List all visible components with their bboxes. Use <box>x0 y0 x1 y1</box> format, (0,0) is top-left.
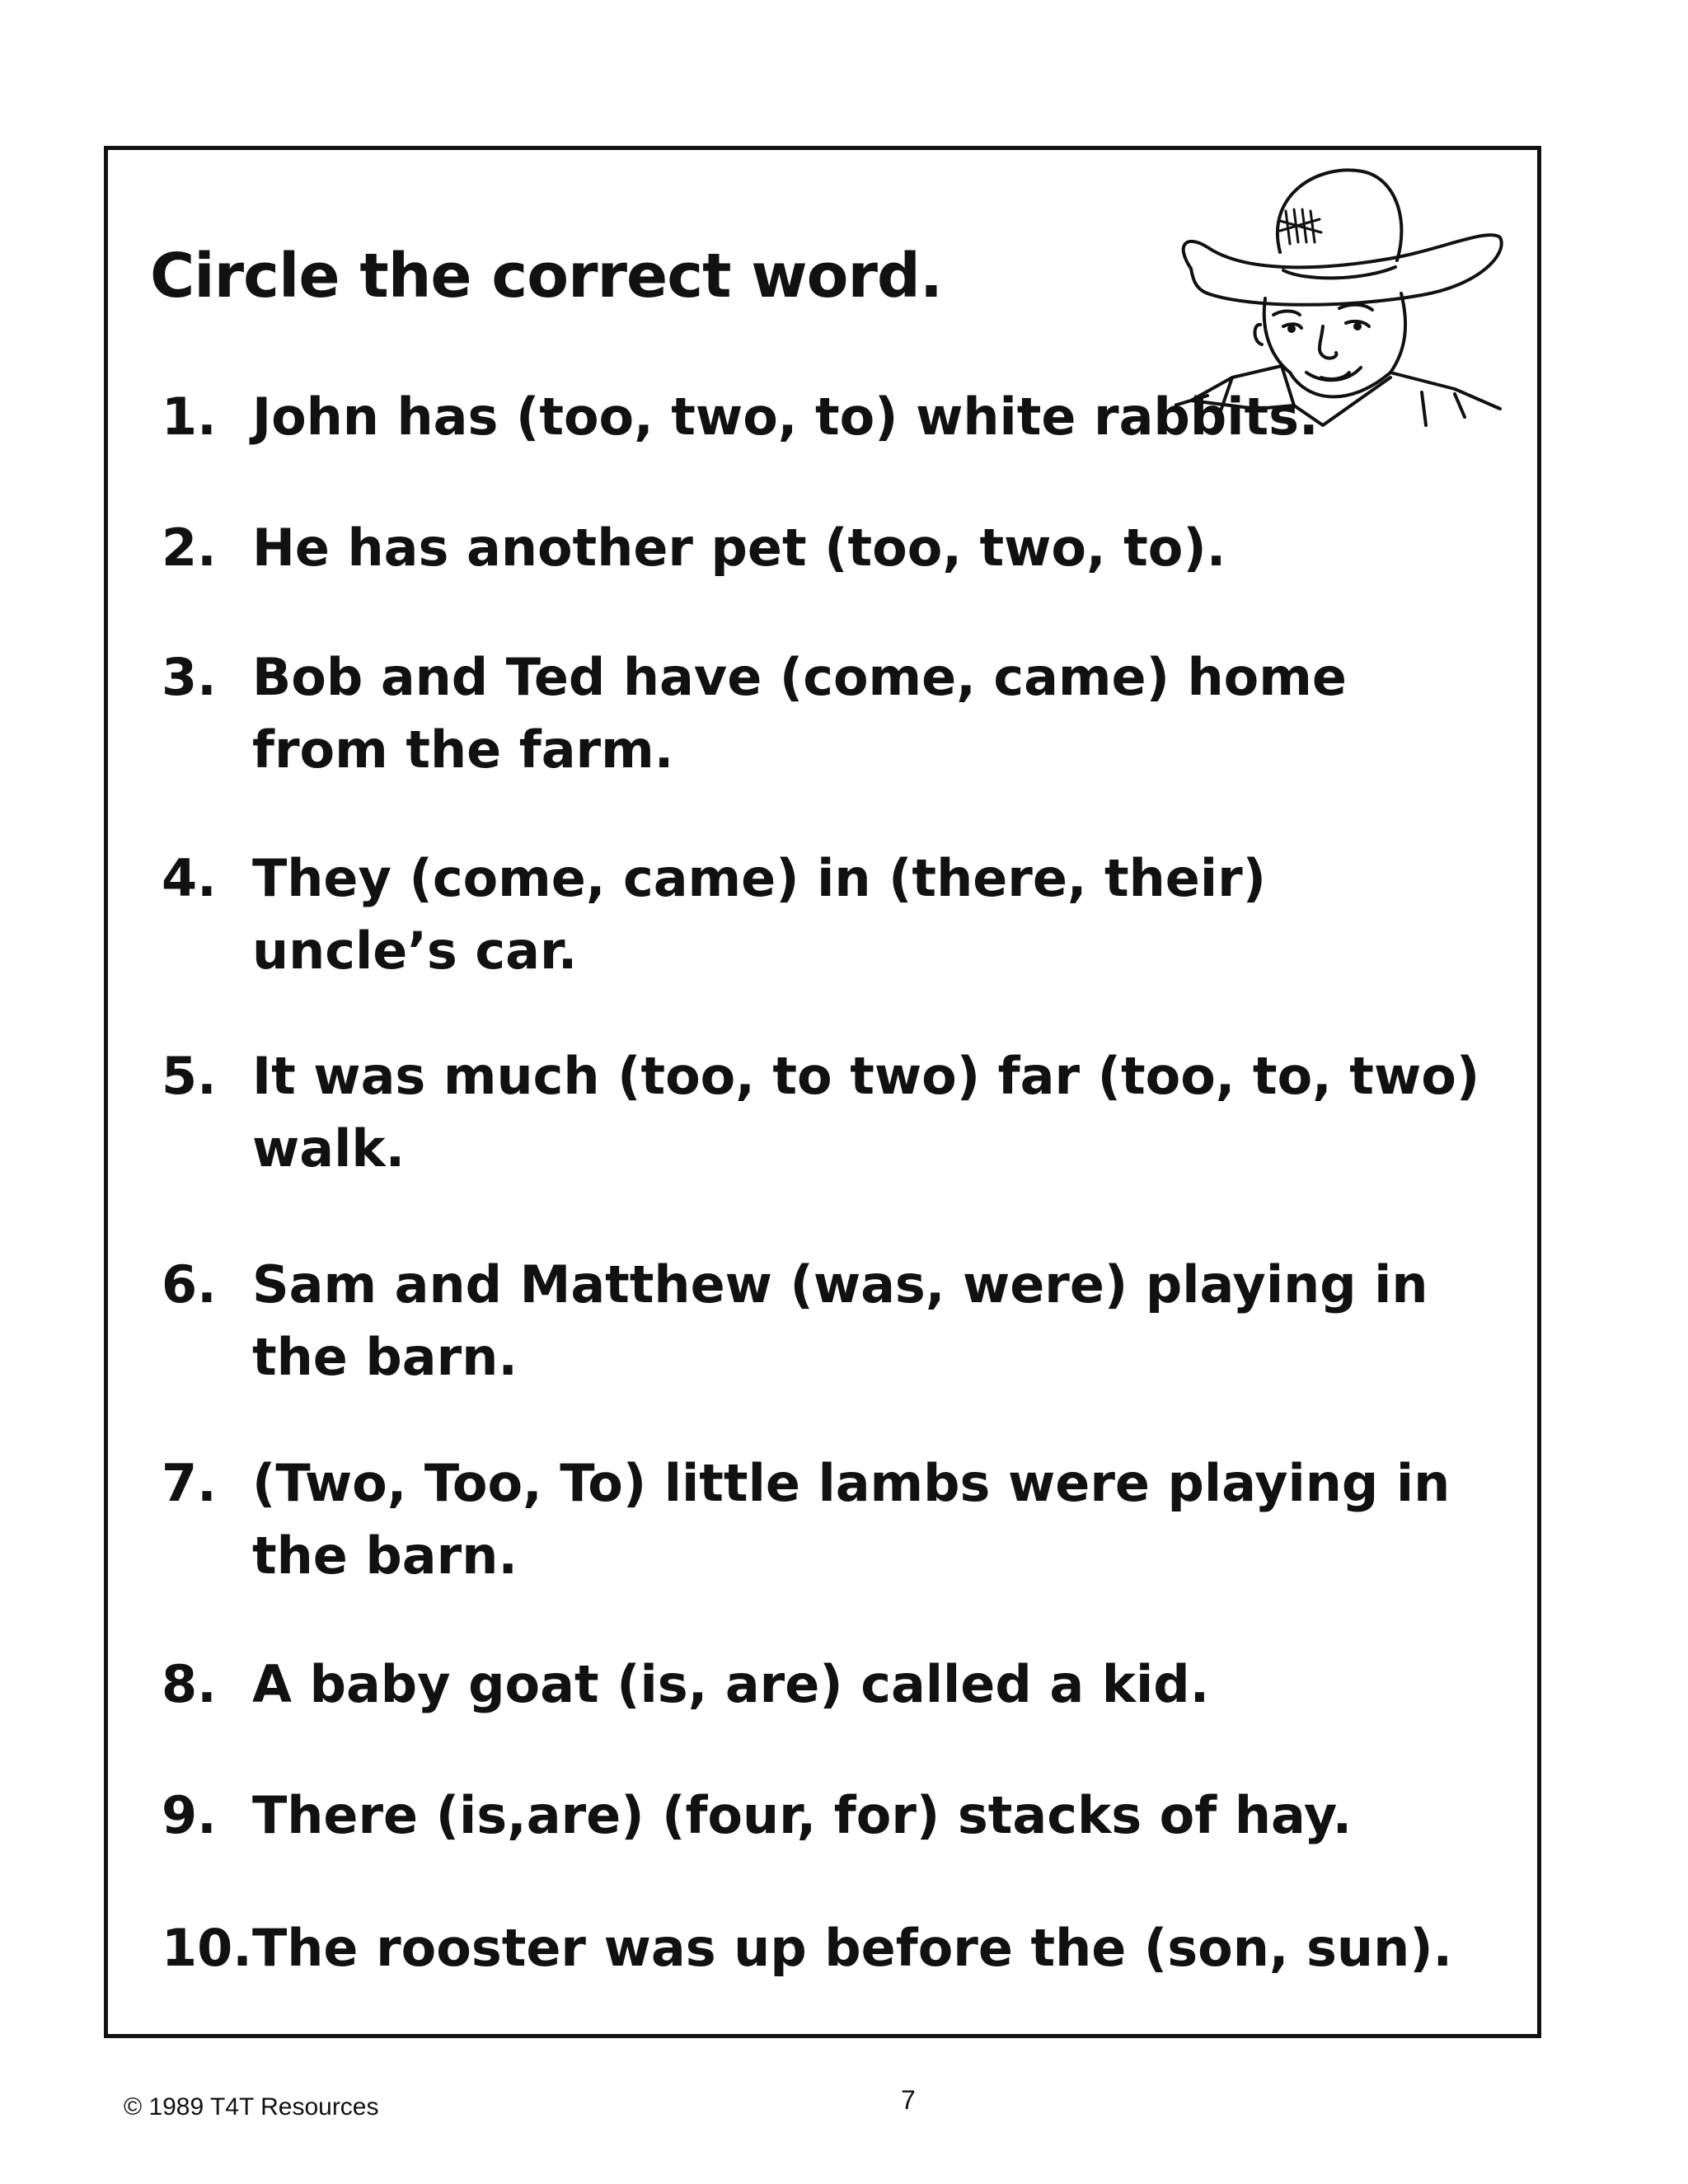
page-title: Circle the correct word. <box>150 241 943 312</box>
question-number: 5. <box>162 1046 217 1106</box>
question-item <box>162 641 1480 786</box>
question-number: 10. <box>162 1918 252 1978</box>
question-text: (Two, Too, To) little lambs were playing in the barn. <box>252 1453 1451 1586</box>
question-text: John has (too, two, to) white rabbits. <box>252 387 1319 447</box>
question-item <box>162 1447 1480 1592</box>
question-text: They (come, came) in (there, their) uncle’s car. <box>252 848 1267 981</box>
question-item <box>162 1779 1480 1852</box>
question-number: 8. <box>162 1654 217 1714</box>
page-number: 7 <box>901 2085 916 2115</box>
copyright-notice: © 1989 T4T Resources <box>124 2093 379 2121</box>
question-text: A baby goat (is, are) called a kid. <box>252 1654 1210 1714</box>
question-text: He has another pet (too, two, to). <box>252 518 1226 578</box>
question-item <box>162 1249 1480 1394</box>
question-text: The rooster was up before the (son, sun). <box>252 1918 1453 1978</box>
question-text: It was much (too, to two) far (too, to, two) walk. <box>252 1046 1480 1179</box>
question-item <box>162 1912 1480 1985</box>
question-text: Bob and Ted have (come, came) home from the farm. <box>252 647 1347 780</box>
question-number: 2. <box>162 518 217 578</box>
question-item <box>162 512 1480 584</box>
question-number: 6. <box>162 1254 217 1315</box>
question-item <box>162 1648 1480 1721</box>
question-item <box>162 381 1480 453</box>
question-number: 4. <box>162 848 217 908</box>
question-text: Sam and Matthew (was, were) playing in the barn. <box>252 1254 1428 1387</box>
question-number: 9. <box>162 1785 217 1845</box>
question-item <box>162 1040 1480 1185</box>
question-number: 3. <box>162 647 217 707</box>
question-number: 7. <box>162 1453 217 1513</box>
question-number: 1. <box>162 387 217 447</box>
question-item <box>162 842 1480 987</box>
question-text: There (is,are) (four, for) stacks of hay. <box>252 1785 1353 1845</box>
